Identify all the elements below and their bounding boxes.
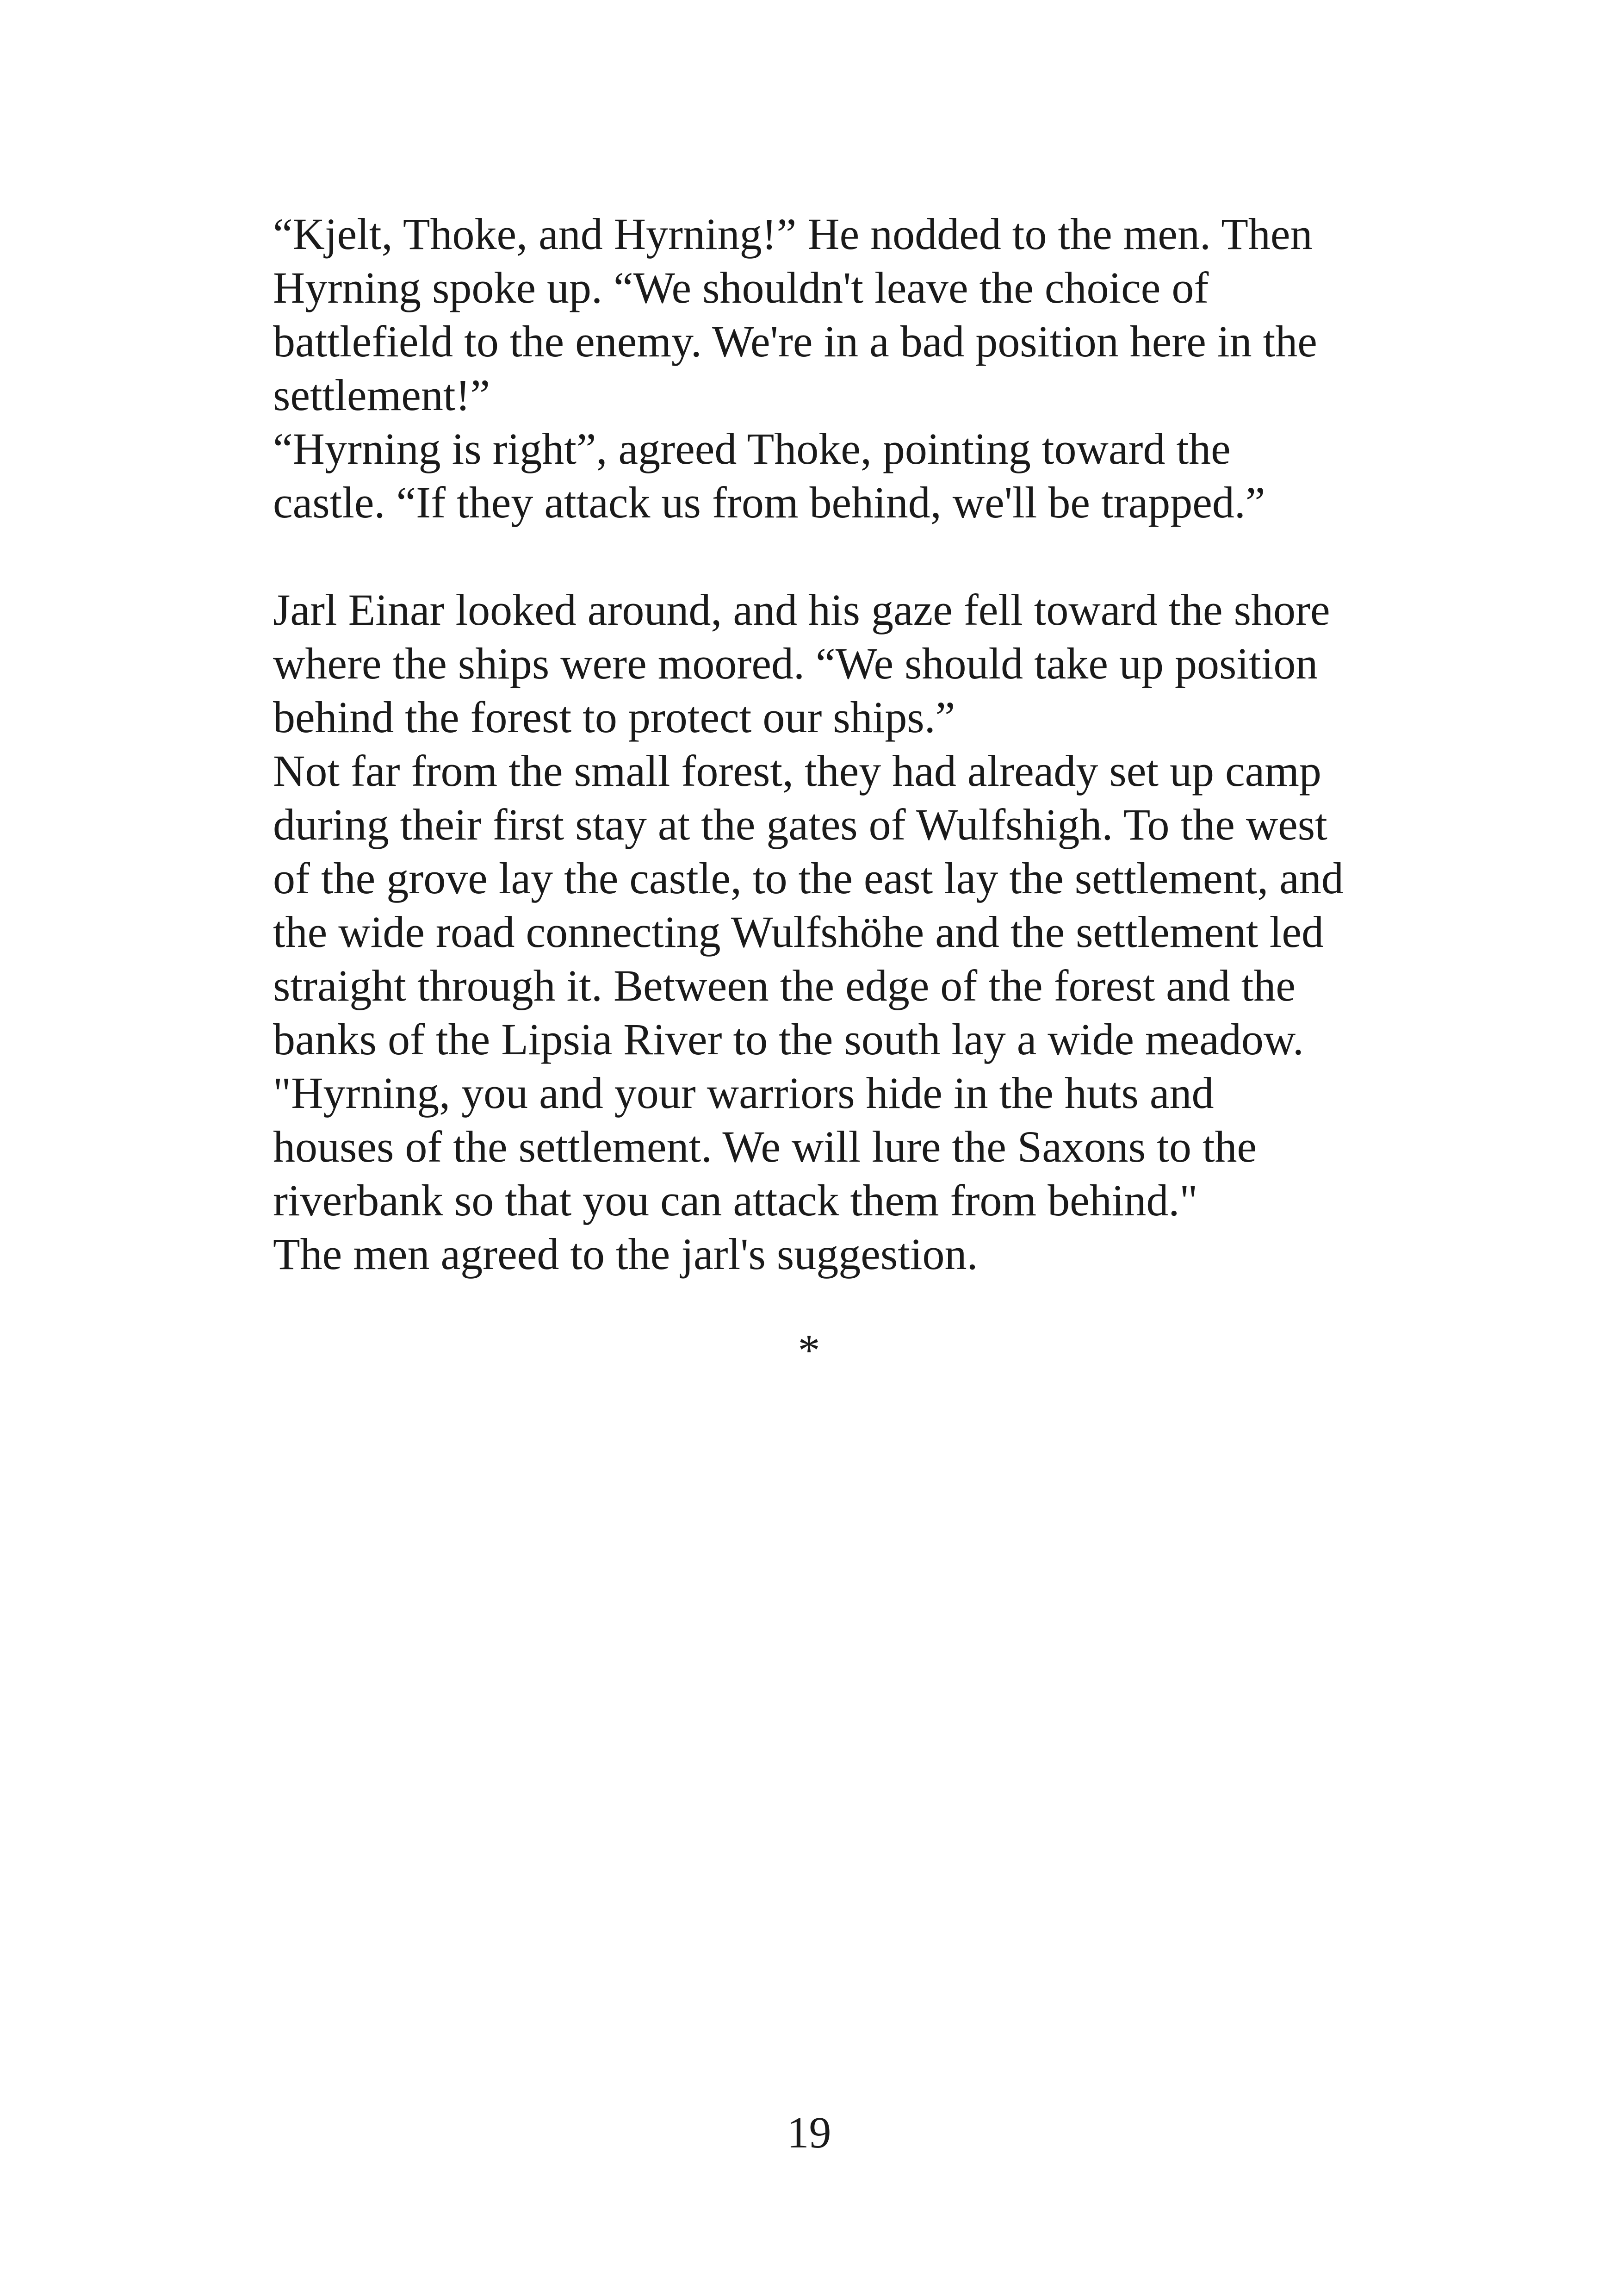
text-line: “Hyrning is right”, agreed Thoke, pointing toward the — [273, 424, 1231, 473]
text-line: of the grove lay the castle, to the east lay the settlement, and — [273, 853, 1344, 903]
text-line: straight through it. Between the edge of the forest and the — [273, 961, 1296, 1010]
text-line: where the ships were moored. “We should take up position — [273, 639, 1318, 688]
text-line: Hyrning spoke up. “We shouldn't leave the choice of — [273, 263, 1209, 312]
text-line: banks of the Lipsia River to the south lay a wide meadow. — [273, 1014, 1304, 1064]
text-line: Jarl Einar looked around, and his gaze fell toward the shore — [273, 585, 1330, 635]
body-text — [273, 207, 1407, 1281]
text-line: Not far from the small forest, they had already set up camp — [273, 746, 1321, 796]
text-line: “Kjelt, Thoke, and Hyrning!” He nodded to the men. Then — [273, 209, 1313, 259]
text-line: castle. “If they attack us from behind, we'll be trapped.” — [273, 478, 1265, 527]
section-separator: * — [798, 1325, 820, 1375]
text-line: houses of the settlement. We will lure the Saxons to the — [273, 1122, 1257, 1171]
text-line: battlefield to the enemy. We're in a bad position here in the — [273, 317, 1317, 366]
text-line: settlement!” — [273, 370, 490, 420]
text-line: "Hyrning, you and your warriors hide in the huts and — [273, 1068, 1214, 1118]
text-line: behind the forest to protect our ships.” — [273, 692, 955, 742]
text-line: the wide road connecting Wulfshöhe and the settlement led — [273, 907, 1324, 957]
text-line: The men agreed to the jarl's suggestion. — [273, 1229, 978, 1279]
blank-line — [273, 529, 1407, 583]
text-line: during their first stay at the gates of Wulfshigh. To the west — [273, 800, 1327, 849]
page-number: 19 — [787, 2108, 831, 2157]
text-line: riverbank so that you can attack them from behind." — [273, 1176, 1198, 1225]
